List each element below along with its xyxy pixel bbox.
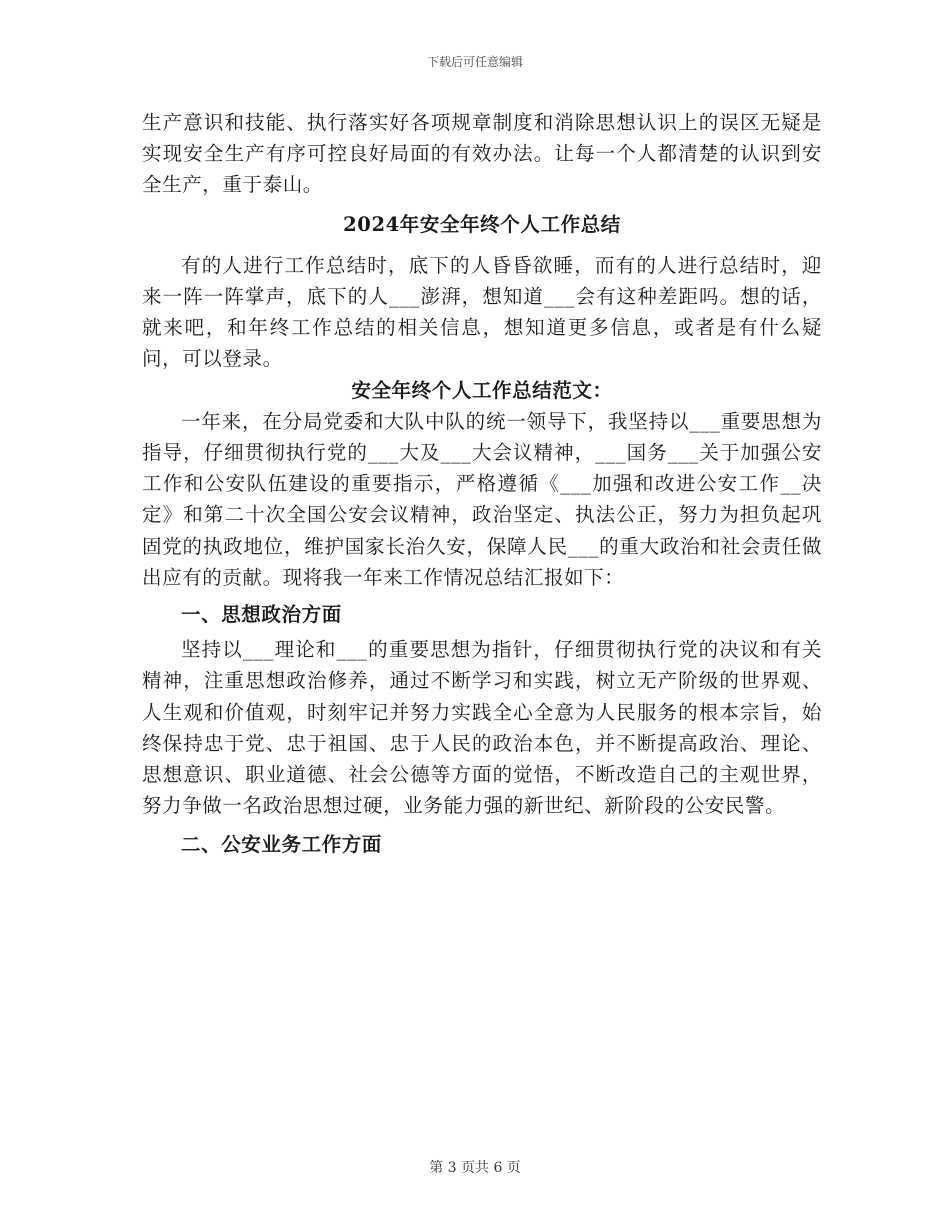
section-heading-1: 一、思想政治方面 [181,603,342,627]
document-title: 2024年安全年终个人工作总结 [343,212,621,236]
page-footer: 第 3 页共 6 页 [429,1160,521,1176]
section-subtitle: 安全年终个人工作总结范文： [351,378,613,402]
intro-paragraph: 有的人进行工作总结时，底下的人昏昏欲睡，而有的人进行总结时，迎来一阵一阵掌声，底下的人___澎湃，想知道___会有这种差距吗。想的话，就来吧，和年终工作总结的相关信息，想知道更多信息，或者是有什么疑问，可以登录。 [142,253,822,371]
page-header: 下载后可任意编辑 [426,55,523,69]
body-paragraph-1: 一年来，在分局党委和大队中队的统一领导下，我坚持以___重要思想为指导，仔细贯彻执行党的___大及___大会议精神，___国务___关于加强公安工作和公安队伍建设的重要指示，严格遵循《___加强和改进公安工作__决定》和第二十次全国公安会议精神，政治坚定、执法公正，努力为担负起巩固党的执政地位，维护国家长治久安，保障人民___的重大政治和社会责任做出应有的贡献。现将我一年来工作情况总结汇报如下： [142,409,822,589]
section-heading-2: 二、公安业务工作方面 [181,833,383,857]
body-paragraph-2: 坚持以___理论和___的重要思想为指针，仔细贯彻执行党的决议和有关精神，注重思想政治修养，通过不断学习和实践，树立无产阶级的世界观、人生观和价值观，时刻牢记并努力实践全心全意为人民服务的根本宗旨，始终保持忠于党、忠于祖国、忠于人民的政治本色，并不断提高政治、理论、思想意识、职业道德、社会公德等方面的觉悟，不断改造自己的主观世界，努力争做一名政治思想过硬，业务能力强的新世纪、新阶段的公安民警。 [142,638,822,818]
document-body [142,107,822,861]
continuation-paragraph: 生产意识和技能、执行落实好各项规章制度和消除思想认识上的误区无疑是实现安全生产有序可控良好局面的有效办法。让每一个人都清楚的认识到安全生产，重于泰山。 [142,111,822,197]
